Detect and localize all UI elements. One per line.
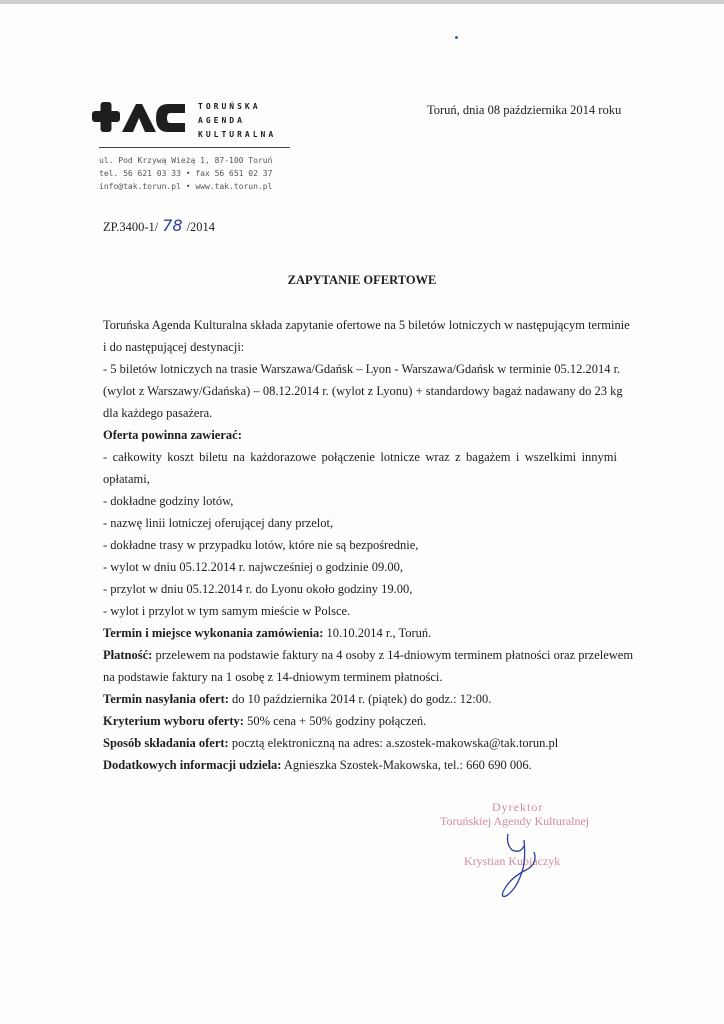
offer-line-4: - dokładne trasy w przypadku lotów, które nie są bezpośrednie, [103,538,419,552]
payment-line-2: na podstawie faktury na 1 osobę z 14-dniowym terminem płatności. [103,670,443,684]
payment-line-1 [103,644,634,666]
criteria-value: 50% cena + 50% godziny połączeń. [243,714,427,728]
stamp-title: Dyrektor [492,800,544,814]
info-value: Agnieszka Szostek-Makowska, tel.: 660 690 006. [281,758,532,772]
item-line-3: dla każdego pasażera. [103,406,213,420]
address-line-2: tel. 56 621 03 33 • fax 56 651 02 37 [99,169,273,178]
criteria-line [103,710,617,732]
reference-number [103,216,215,235]
org-line-3: KULTURALNA [198,130,277,139]
offer-line-7: - wylot i przylot w tym samym mieście w Polsce. [103,604,351,618]
org-line-2: AGENDA [198,116,245,125]
org-address [99,154,272,193]
method-label: Sposób składania ofert: [103,736,229,750]
intro-line-1: Toruńska Agenda Kulturalna składa zapytanie ofertowe na 5 biletów lotniczych w następującym terminie [103,318,630,332]
org-name [198,100,276,142]
reference-handwritten: 78 [162,216,183,235]
offer-line-6: - przylot w dniu 05.12.2014 r. do Lyonu około godziny 19.00, [103,582,413,596]
offer-heading-text: Oferta powinna zawierać: [103,428,242,442]
signature-block [430,800,630,910]
letterhead-divider [99,147,290,148]
date-line: Toruń, dnia 08 października 2014 roku [427,103,622,117]
tak-logo-icon [92,100,188,134]
method-line [103,732,617,754]
offer-line-5: - wylot w dniu 05.12.2014 r. najwcześniej o godzinie 09.00, [103,560,403,574]
offer-line-1: - całkowity koszt biletu na każdorazowe połączenie lotnicze wraz z bagażem i wszelkimi innymi [103,450,617,464]
method-value: pocztą elektroniczną na adres: a.szostek-makowska@tak.torun.pl [228,736,559,750]
org-line-1: TORUŃSKA [198,102,261,111]
item-line-1: - 5 biletów lotniczych na trasie Warszawa/Gdańsk – Lyon - Warszawa/Gdańsk w terminie 05.12.2014 r. [103,362,621,376]
stamp-org: Toruńskiej Agendy Kulturalnej [440,814,590,828]
intro-line-2: i do następującej destynacji: [103,340,245,354]
deadline-line [103,688,617,710]
payment-label: Płatność: [103,648,153,662]
reference-suffix: /2014 [186,220,216,234]
offer-line-2: - dokładne godziny lotów, [103,494,234,508]
term-line [103,622,617,644]
offer-heading [103,424,617,446]
term-value: 10.10.2014 r., Toruń. [323,626,432,640]
handwritten-signature-icon [430,800,630,910]
item-line-2: (wylot z Warszawy/Gdańska) – 08.12.2014 r. (wylot z Lyonu) + standardowy bagaż nadawany do 23 kg [103,384,623,398]
deadline-value: do 10 października 2014 r. (piątek) do godz.: 12:00. [228,692,492,706]
address-line-3: info@tak.torun.pl • www.tak.torun.pl [99,182,273,191]
letter-body [103,314,634,776]
address-line-1: ul. Pod Krzywą Wieżą 1, 87-100 Toruń [99,156,273,165]
deadline-label: Termin nasyłania ofert: [103,692,229,706]
scan-edge [0,0,724,4]
offer-line-1b: opłatami, [103,472,150,486]
term-label: Termin i miejsce wykonania zamówienia: [103,626,324,640]
payment-value-a: przelewem na podstawie faktury na 4 osoby z 14-dniowym terminem płatności oraz przelewem [152,648,634,662]
document-title: ZAPYTANIE OFERTOWE [287,273,437,287]
reference-prefix: ZP.3400-1/ [103,220,159,234]
info-label: Dodatkowych informacji udziela: [103,758,282,772]
ink-dot [455,36,458,39]
offer-line-3: - nazwę linii lotniczej oferującej dany przelot, [103,516,334,530]
info-line [103,754,617,776]
criteria-label: Kryterium wyboru oferty: [103,714,244,728]
stamp-name: Krystian Kubjaczyk [464,854,561,868]
